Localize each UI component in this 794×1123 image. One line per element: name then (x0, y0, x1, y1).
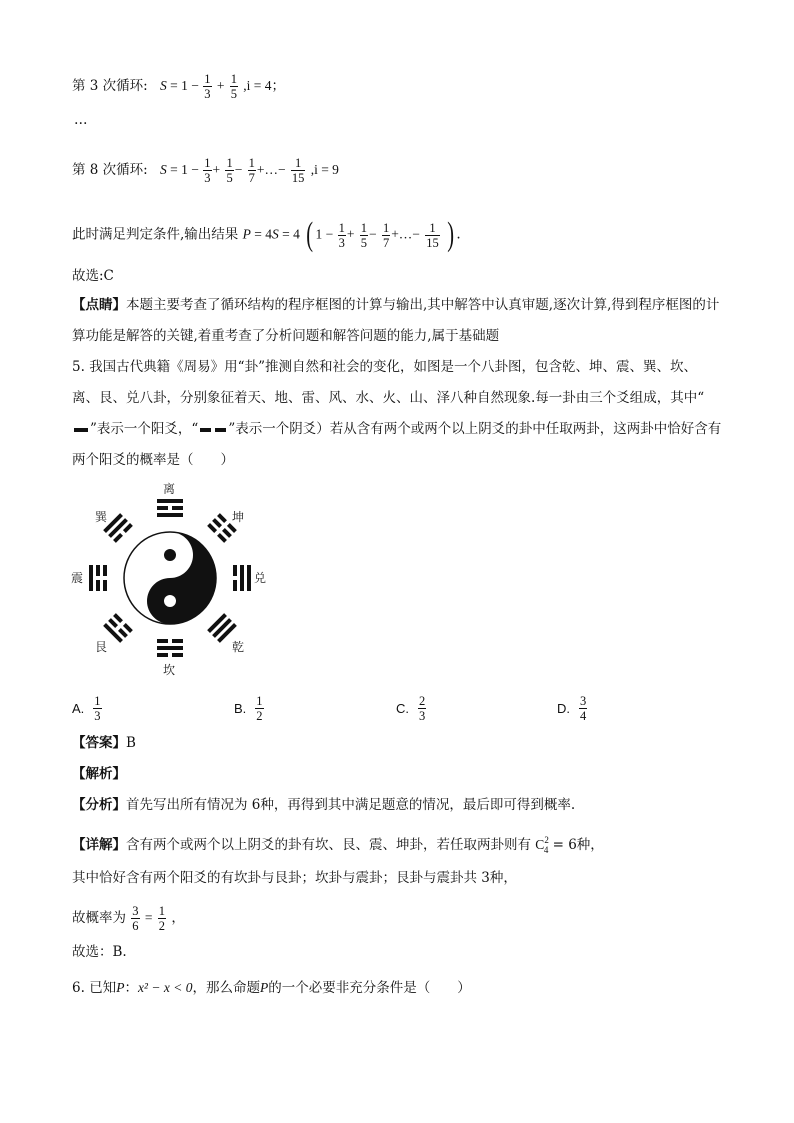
label-li: 离 (163, 482, 176, 496)
output-line: 此时满足判定条件,输出结果 P = 4S = 4 ( 1 − $\frac{1}{3}$ + $\frac{1}{5}$ − $\frac{1}{7}$ +…− $\frac{1}{15}$ ) . (72, 216, 461, 253)
q5-stem-b1: “ (697, 390, 705, 406)
q6-p-2: P (259, 980, 269, 995)
option-b-fraction: $\frac{1}{2}$ (256, 693, 263, 723)
option-b[interactable] (234, 690, 265, 726)
answer-line (72, 733, 136, 753)
question-6 (72, 978, 471, 998)
comment-text: 本题主要考查了循环结构的程序框图的计算与输出,其中解答中认真审题,逐次计算,得到程序框图的计算功能是解答的关键,着重考查了分析问题和解答问题的能力,属于基础题 (72, 297, 720, 344)
probability-line: 故概率为 $\frac{3}{6}$ = $\frac{1}{2}$ ， (72, 904, 185, 933)
fraction: $\frac{1}{5}$ (226, 156, 233, 185)
xiangjie-line (72, 830, 604, 860)
q5-number: 5. (72, 359, 85, 375)
q5-stem-a: 我国古代典籍《周易》用“卦”推测自然和社会的变化，如图是一个八卦图，包含乾、坤、震、巽、坎、离、艮、兑八卦，分别象征着天、地、雷、风、水、火、山、泽八种自然现象.每一卦由三个爻组成，其中 (72, 359, 698, 406)
trigram-qian-icon (207, 613, 237, 643)
trigram-li-icon (157, 499, 183, 517)
xiangjie-text: 含有两个或两个以上阴爻的卦有坎、艮、震、坤卦，若任取两卦则有 (126, 837, 531, 853)
loop8-line: 第 8 次循环: S = 1 − $\frac{1}{3}$ + $\frac{1}{5}$ − $\frac{1}{7}$ +…− $\frac{1}{15}$ ,i = 9 (72, 156, 339, 185)
prev-answer-choice: 故选:C (72, 268, 114, 284)
xiangjie-result: = 6种， (552, 837, 604, 853)
fraction: $\frac{1}{5}$ (360, 220, 368, 250)
comment-tag: 【点睛】 (72, 297, 126, 313)
q6-number: 6. (72, 980, 85, 996)
fraction: $\frac{1}{7}$ (248, 156, 255, 185)
option-a[interactable] (72, 690, 103, 726)
comment-paragraph (72, 290, 722, 352)
fraction: $\frac{1}{7}$ (382, 220, 390, 250)
option-c-fraction: $\frac{2}{3}$ (419, 693, 426, 723)
loop8-label: 第 8 次循环: (72, 162, 148, 178)
analysis-tag: 【解析】 (72, 766, 126, 782)
option-a-fraction: $\frac{1}{3}$ (94, 693, 101, 723)
yang-line-icon (74, 428, 88, 432)
fenxi-text: 首先写出所有情况为 6种，再得到其中满足题意的情况，最后即可得到概率. (126, 797, 576, 813)
option-c[interactable] (396, 690, 427, 726)
label-zhen: 震 (71, 571, 84, 585)
prob-prefix: 故概率为 (72, 910, 126, 926)
label-gen: 艮 (95, 640, 108, 654)
question-5 (72, 352, 722, 476)
trigram-gen-icon (103, 613, 133, 643)
answer-tag: 【答案】 (72, 735, 126, 751)
loop3-index: ,i = 4； (243, 78, 286, 93)
fraction: $\frac{1}{15}$ (291, 156, 305, 185)
answer-choice: 故选：B. (72, 944, 127, 960)
q6-text-a: 已知 (89, 980, 117, 996)
fenxi-tag: 【分析】 (72, 797, 126, 813)
option-b-label: B. (234, 700, 247, 716)
fraction: $\frac{1}{15}$ (426, 220, 439, 250)
q6-text-b: ： (124, 980, 138, 996)
loop8-index: ,i = 9 (310, 162, 339, 177)
output-suffix: . (456, 226, 461, 243)
q6-p: P (116, 980, 125, 995)
loop3-label: 第 3 次循环: (72, 78, 148, 94)
fenxi-line (72, 795, 575, 815)
option-c-label: C. (396, 700, 409, 716)
output-prefix: 此时满足判定条件,输出结果 (72, 226, 239, 243)
option-d-label: D. (557, 700, 570, 716)
fraction: $\frac{1}{5}$ (230, 72, 237, 101)
label-xun: 巽 (95, 510, 108, 524)
fraction: $\frac{1}{3}$ (204, 72, 211, 101)
label-dui: 兑 (254, 571, 267, 585)
taiji-icon (124, 532, 216, 624)
prob-fraction-2: $\frac{1}{2}$ (158, 904, 166, 933)
q6-text-c: ，那么命题 (192, 980, 260, 996)
loop3-line: 第 3 次循环: S = 1 − $\frac{1}{3}$ + $\frac{1}{5}$ ,i = 4； (72, 72, 286, 101)
yin-line-icon (200, 428, 226, 432)
trigram-kan-icon (157, 639, 183, 657)
trigram-dui-icon (233, 565, 251, 591)
xiangjie-tag: 【详解】 (72, 837, 126, 853)
q5-stem-b2: ”表示一个阳爻，“ (90, 421, 199, 437)
option-d[interactable] (557, 690, 588, 726)
fraction: $\frac{1}{3}$ (338, 220, 345, 250)
pairs-line: 其中恰好含有两个阳爻的有坎卦与艮卦；坎卦与震卦；艮卦与震卦共 3种， (72, 870, 517, 886)
bagua-diagram (71, 480, 280, 680)
label-qian: 乾 (232, 640, 245, 654)
combination-symbol: $C^2_4$ (535, 835, 549, 855)
ellipsis: … (74, 112, 88, 128)
answer-value: B (126, 735, 136, 751)
q5-stem-b3: ”表示一个阴爻）若从含有两个或两个以上阴爻的卦中任取两卦，这两卦中恰好含有两个阳爻的概率是（ ） (72, 421, 722, 468)
trigram-zhen-icon (89, 565, 107, 591)
prob-fraction-1: $\frac{3}{6}$ (132, 904, 139, 933)
label-kan: 坎 (163, 663, 176, 677)
label-kun: 坤 (232, 510, 245, 524)
q6-expression: x² − x < 0 (137, 980, 193, 995)
prob-suffix: ， (171, 910, 185, 926)
option-a-label: A. (72, 700, 85, 716)
option-d-fraction: $\frac{3}{4}$ (580, 693, 587, 723)
trigram-xun-icon (103, 513, 133, 543)
q6-text-d: 的一个必要非充分条件是（ ） (268, 980, 471, 996)
fraction: $\frac{1}{3}$ (204, 156, 211, 185)
